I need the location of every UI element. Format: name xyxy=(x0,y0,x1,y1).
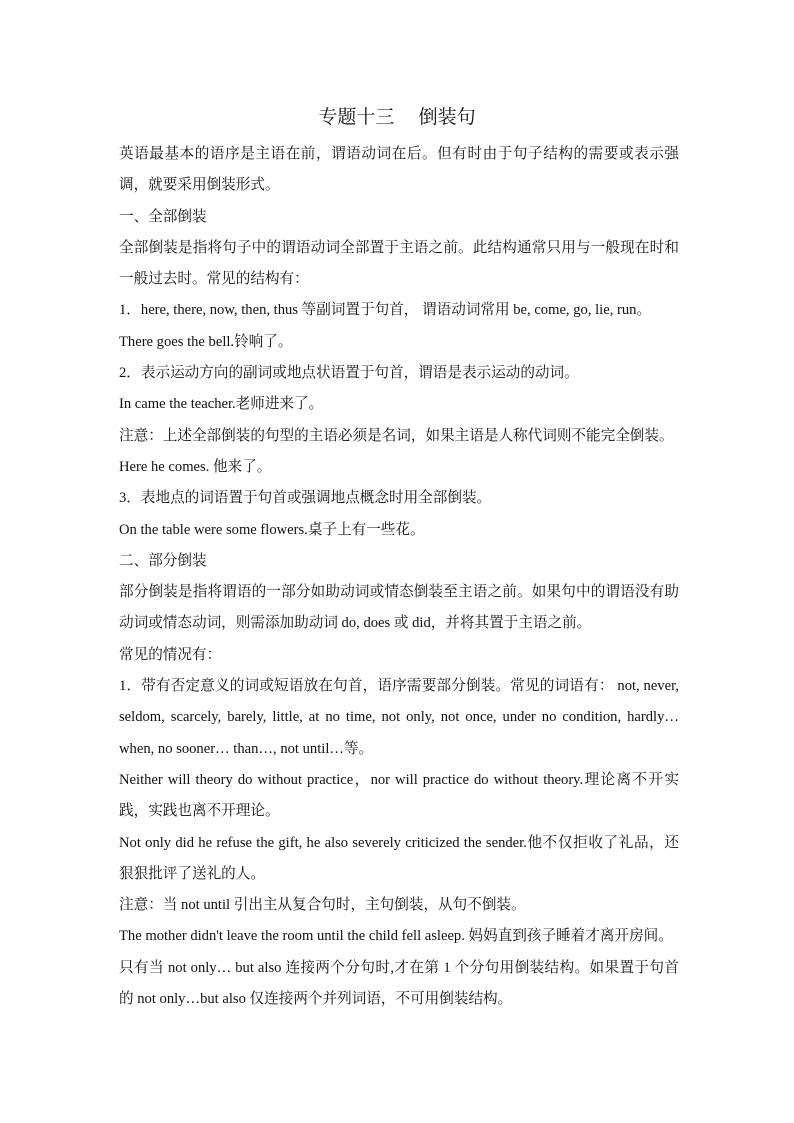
rule-1-negative-words: 1．带有否定意义的词或短语放在句首，语序需要部分倒装。常见的词语有： not, never, seldom, scarcely, barely, little, at no time, not only, not once, under no condition, hardly… when, no sooner… than…, not until…等。 xyxy=(119,678,679,757)
page-title: 专题十三 倒装句 xyxy=(318,106,476,128)
section-heading-full-inversion: 一、全部倒装 xyxy=(119,208,207,225)
intro-paragraph: 英语最基本的语序是主语在前，谓语动词在后。但有时由于句子结构的需要或表示强调，就要采用倒装形式。 xyxy=(119,146,679,194)
note-paragraph: 注意：上述全部倒装的句型的主语必须是名词，如果主语是人称代词则不能完全倒装。 xyxy=(119,427,674,444)
example-sentence: Not only did he refuse the gift, he also severely criticized the sender.他不仅拒收了礼品，还狠狠批评了送礼的人。 xyxy=(119,834,679,882)
example-sentence: Neither will theory do without practice，nor will practice do without theory.理论离不开实践，实践也离不开理论。 xyxy=(119,771,679,820)
rule-2-direction: 2．表示运动方向的副词或地点状语置于句首，谓语是表示运动的动词。 xyxy=(119,365,579,382)
partial-inversion-definition: 部分倒装是指将谓语的一部分如助动词或情态倒装至主语之前。如果句中的谓语没有助动词或情态动词，则需添加助动词 do, does 或 did，并将其置于主语之前。 xyxy=(119,584,679,632)
document-body xyxy=(119,139,679,1015)
common-cases-label: 常见的情况有： xyxy=(119,646,222,663)
example-sentence: In came the teacher.老师进来了。 xyxy=(119,396,324,413)
note-paragraph: 注意：当 not until 引出主从复合句时，主句倒装，从句不倒装。 xyxy=(119,897,526,914)
rule-1-adverbs: 1．here, there, now, then, thus 等副词置于句首， 谓语动词常用 be, come, go, lie, run。 xyxy=(119,302,652,319)
section-heading-partial-inversion: 二、部分倒装 xyxy=(119,552,207,569)
example-sentence: The mother didn't leave the room until the child fell asleep. 妈妈直到孩子睡着才离开房间。 xyxy=(119,928,673,945)
rule-3-location: 3．表地点的词语置于句首或强调地点概念时用全部倒装。 xyxy=(119,490,492,507)
example-sentence: There goes the bell.铃响了。 xyxy=(119,333,293,350)
full-inversion-definition: 全部倒装是指将句子中的谓语动词全部置于主语之前。此结构通常只用与一般现在时和一般过去时。常见的结构有： xyxy=(119,239,679,288)
example-sentence: On the table were some flowers.桌子上有一些花。 xyxy=(119,521,425,538)
example-sentence: Here he comes. 他来了。 xyxy=(119,458,272,475)
note-not-only-but-also: 只有当 not only… but also 连接两个分句时,才在第 1 个分句用倒装结构。如果置于句首的 not only…but also 仅连接两个并列词语，不可用倒装结构。 xyxy=(119,959,679,1008)
